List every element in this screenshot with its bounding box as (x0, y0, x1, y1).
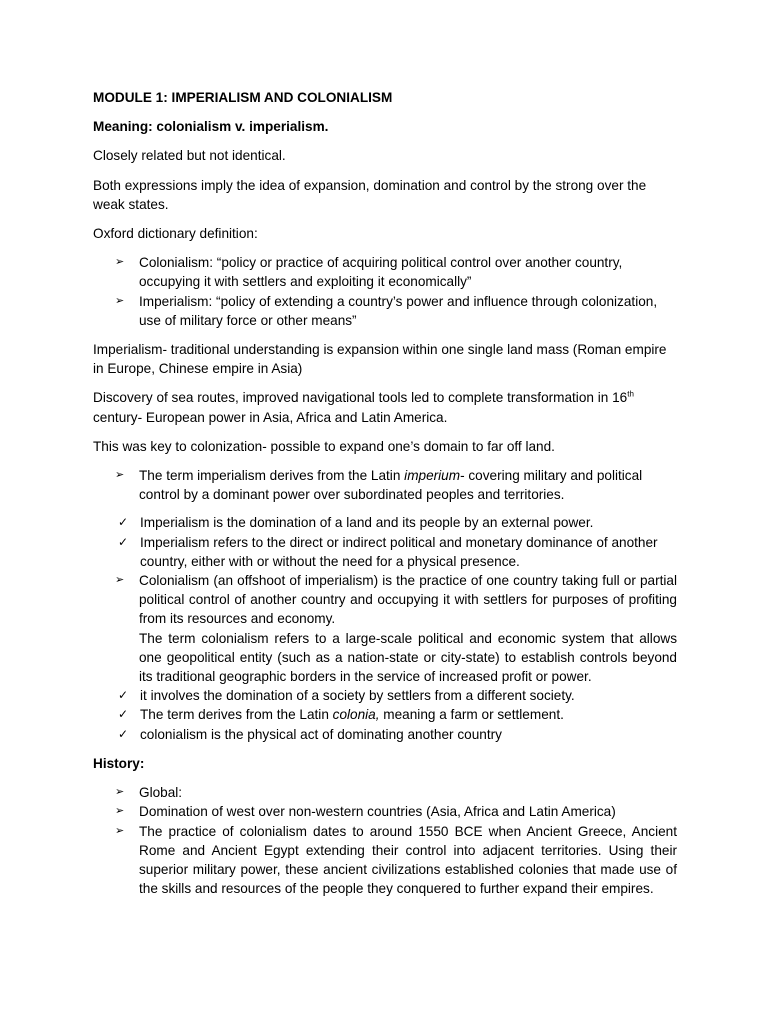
definition-imperialism: Imperialism: “policy of extending a country’s power and influence through colonization, use of military force or other means” (139, 293, 658, 328)
check-item: ✓ Imperialism is the domination of a land and its people by an external power. (93, 513, 677, 532)
arrow-bullet-icon: ➢ (115, 574, 125, 587)
paragraph-discovery: Discovery of sea routes, improved navigational tools led to complete transformation in 16th century- European power in Asia, Africa and Latin America. (93, 389, 634, 425)
paragraph-both: Both expressions imply the idea of expansion, domination and control by the strong over the weak states. (93, 177, 647, 212)
paragraph-oxford: Oxford dictionary definition: (93, 226, 258, 242)
check-item: ✓ it involves the domination of a society by settlers from a different society. (93, 686, 677, 705)
history-list (93, 783, 677, 898)
list-item-colonialism (93, 571, 677, 744)
check-bullet-icon: ✓ (118, 726, 129, 741)
check-bullet-icon: ✓ (118, 534, 129, 549)
history-heading: History: (93, 755, 145, 771)
colonialism-paragraph-1: Colonialism (an offshoot of imperialism) is the practice of one country taking full or partial political control of another country and occupying it with settlers for purposes of profiting from its resources and economy. (139, 573, 677, 627)
arrow-bullet-icon: ➢ (115, 469, 125, 482)
colonialism-paragraph-2: The term colonialism refers to a large-scale political and economic system that allows one geopolitical entity (such as a nation-state or city-state) to establish controls beyond its traditional geographic borders in the service of increased profit or power. (139, 630, 677, 685)
meaning-heading: Meaning: colonialism v. imperialism. (93, 119, 329, 135)
arrow-bullet-icon: ➢ (115, 824, 125, 837)
check-item: ✓ colonialism is the physical act of dominating another country (93, 725, 677, 744)
paragraph-imperialism-traditional: Imperialism- traditional understanding is expansion within one single land mass (Roman empire in Europe, Chinese empire in Asia) (93, 342, 667, 377)
document-body (93, 88, 677, 908)
list-item: ➢ Domination of west over non-western countries (Asia, Africa and Latin America) (93, 802, 677, 821)
check-item: ✓ Imperialism refers to the direct or indirect political and monetary dominance of another country, either with or without the need for a physical presence. (118, 534, 658, 569)
list-item-imperium: ➢ The term imperialism derives from the Latin imperium- covering military and political control by a dominant power over subordinated peoples and territories. ✓ Imperialism is the domination of a land and its people by an external power. ✓ Imperialism refers to the direct or indirect political and monetary dominance of another country, either with or without the need for a physical presence. (93, 466, 677, 571)
page-title: MODULE 1: IMPERIALISM AND COLONIALISM (93, 90, 393, 105)
imperialism-check-list (93, 513, 677, 571)
paragraph-key: This was key to colonization- possible to expand one’s domain to far off land. (93, 438, 555, 454)
definition-list (93, 253, 677, 330)
check-bullet-icon: ✓ (118, 707, 129, 722)
list-item (93, 292, 677, 330)
arrow-bullet-icon: ➢ (115, 294, 125, 307)
list-item: ➢ The practice of colonialism dates to around 1550 BCE when Ancient Greece, Ancient Rome and Ancient Egypt extending their control into adjacent territories. Using their superior military power, these ancient civilizations established colonies that made use of the skills and resources of the people they conquered to further expand their empires. (115, 823, 677, 897)
check-bullet-icon: ✓ (118, 515, 129, 530)
check-bullet-icon: ✓ (118, 688, 129, 703)
definition-colonialism: Colonialism: “policy or practice of acquiring political control over another country, occupying it with settlers and exploiting it economically” (139, 255, 623, 290)
arrow-bullet-icon: ➢ (115, 805, 125, 818)
colonialism-check-list (93, 686, 677, 744)
list-item: ➢ Global: (93, 783, 677, 802)
arrow-bullet-icon: ➢ (115, 256, 125, 269)
list-item (93, 253, 677, 291)
check-item: ✓ The term derives from the Latin colonia, meaning a farm or settlement. (93, 705, 677, 724)
terms-list (93, 466, 677, 744)
arrow-bullet-icon: ➢ (115, 786, 125, 799)
paragraph-closely: Closely related but not identical. (93, 148, 286, 164)
